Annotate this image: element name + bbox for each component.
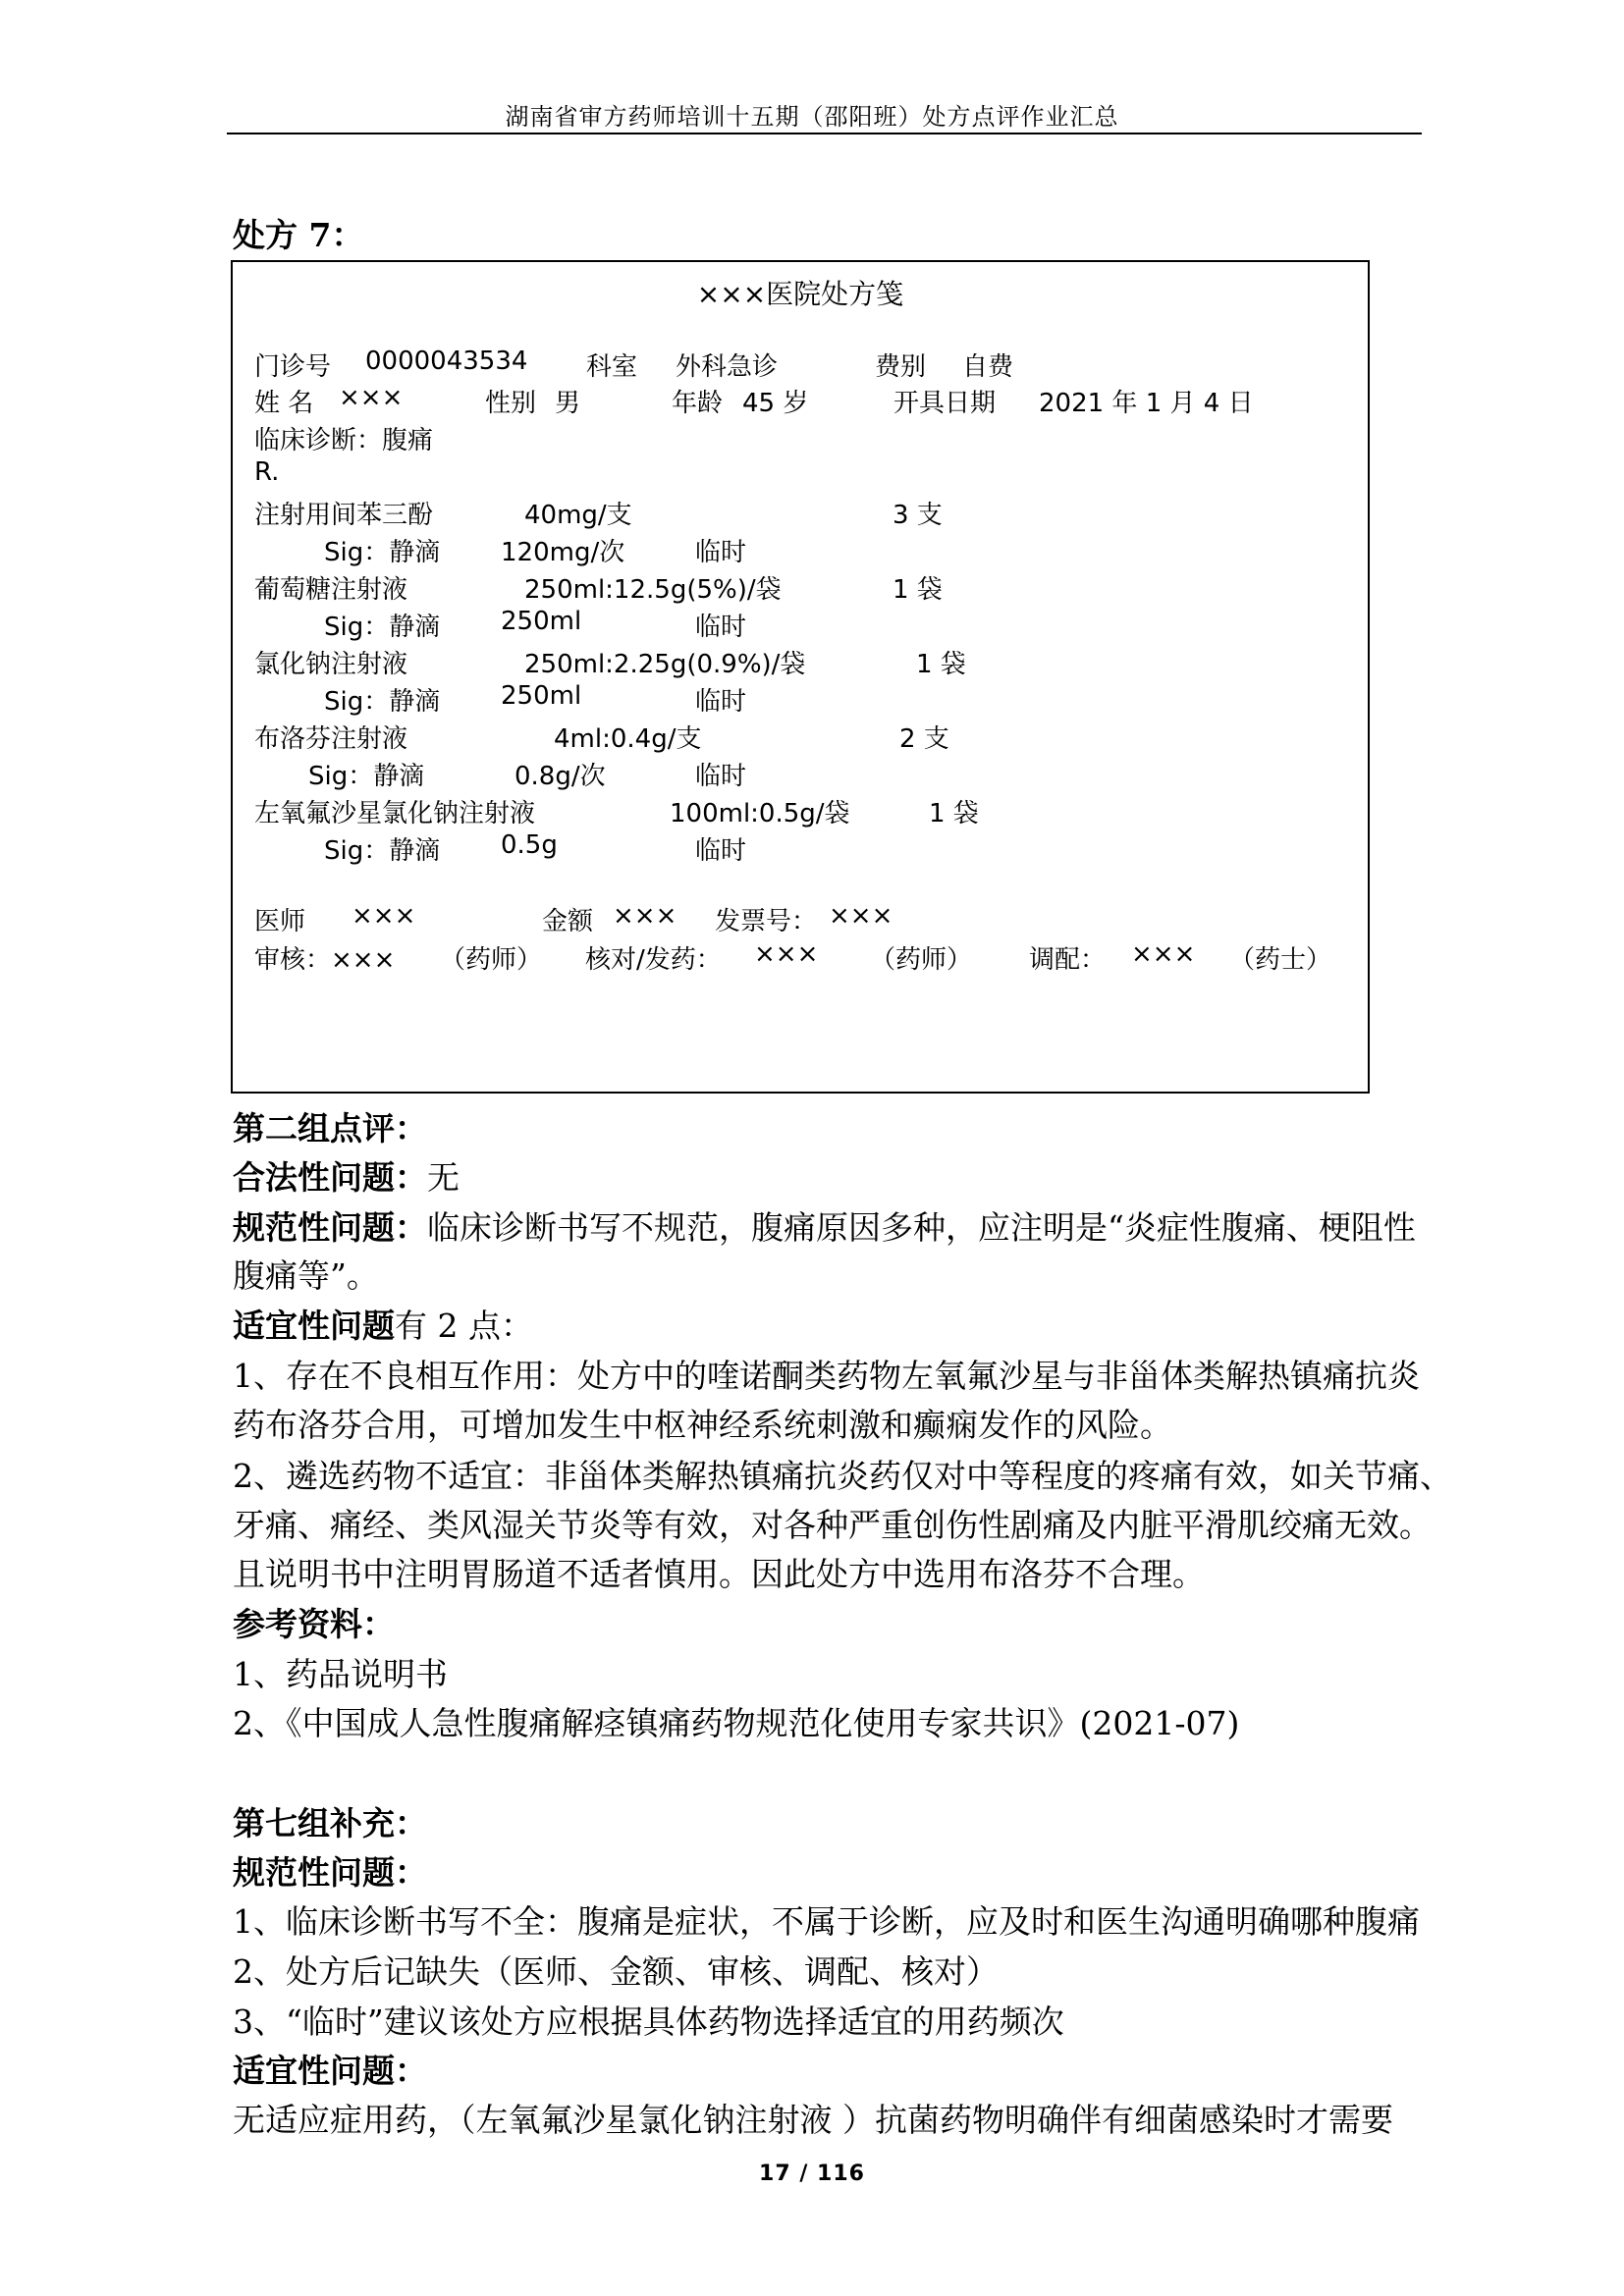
prescription-title: ×××医院处方笺 xyxy=(696,278,904,310)
date-label: 开具日期 xyxy=(893,389,997,418)
point1-a: 1、存在不良相互作用：处方中的喹诺酮类药物左氧氟沙星与非甾体类解热镇痛抗炎 xyxy=(233,1357,1420,1395)
fee: 自费 xyxy=(962,352,1014,382)
age: 45 岁 xyxy=(742,389,809,418)
legality-text: 无 xyxy=(427,1158,460,1197)
dispense-label: 调配： xyxy=(1029,945,1107,975)
point2-b: 牙痛、痛经、类风湿关节炎等有效，对各种严重创伤性剧痛及内脏平滑肌绞痛无效。 xyxy=(233,1506,1432,1544)
ref-1: 1、药品说明书 xyxy=(233,1655,448,1693)
patient-name: ××× xyxy=(339,383,404,412)
dept-label: 科室 xyxy=(586,352,638,382)
point2-c: 且说明书中注明胃肠道不适者慎用。因此处方中选用布洛芬不合理。 xyxy=(233,1555,1205,1593)
fee-label: 费别 xyxy=(875,352,927,382)
section-title: 处方 7： xyxy=(233,216,364,254)
drug-sig: Sig：静滴 xyxy=(324,687,441,717)
r-mark: R. xyxy=(254,457,280,487)
review2-title: 第二组点评： xyxy=(233,1109,427,1148)
legality-label: 合法性问题： xyxy=(233,1158,427,1197)
suit-label: 适宜性问题 xyxy=(233,1307,395,1345)
invoice: ××× xyxy=(829,901,893,931)
drug-name: 左氧氟沙星氯化钠注射液 xyxy=(254,799,536,828)
norm-line xyxy=(233,1202,1416,1249)
drug-sig: Sig：静滴 xyxy=(324,538,441,567)
norm-text: 临床诊断书写不规范，腹痛原因多种，应注明是“炎症性腹痛、梗阻性 xyxy=(427,1208,1416,1247)
check-label: 核对/发药： xyxy=(585,945,722,975)
drug-qty: 1 袋 xyxy=(929,799,979,828)
drug-dose: 0.8g/次 xyxy=(514,762,606,791)
drug-sig: Sig：静滴 xyxy=(324,836,441,866)
drug-spec: 250ml:12.5g(5%)/袋 xyxy=(524,575,782,605)
review7-title: 第七组补充： xyxy=(233,1804,427,1842)
amount-label: 金额 xyxy=(542,907,594,936)
suit-line xyxy=(233,1301,533,1347)
norm-label: 规范性问题： xyxy=(233,1208,427,1247)
drug-name: 氯化钠注射液 xyxy=(254,650,408,679)
dispense-role: （药士） xyxy=(1229,945,1332,975)
doctor: ××× xyxy=(352,901,416,931)
drug-spec: 100ml:0.5g/袋 xyxy=(670,799,850,828)
drug-name: 注射用间苯三酚 xyxy=(254,501,434,530)
drug-qty: 3 支 xyxy=(893,501,943,530)
review7-s1: 无适应症用药，（左氧氟沙星氯化钠注射液 ）抗菌药物明确伴有细菌感染时才需要 xyxy=(233,2101,1393,2139)
page-number: 17 / 116 xyxy=(759,2162,865,2186)
sex: 男 xyxy=(555,389,581,418)
drug-name: 葡萄糖注射液 xyxy=(254,575,408,605)
drug-dose: 0.5g xyxy=(501,830,558,860)
drug-freq: 临时 xyxy=(695,613,747,642)
drug-dose: 120mg/次 xyxy=(501,538,625,567)
review7-n3: 3、“临时”建议该处方应根据具体药物选择适宜的用药频次 xyxy=(233,2002,1064,2041)
drug-freq: 临时 xyxy=(695,687,747,717)
drug-dose: 250ml xyxy=(501,681,582,711)
clinic-no: 0000043534 xyxy=(365,347,528,376)
clinic-no-label: 门诊号 xyxy=(254,352,332,382)
drug-freq: 临时 xyxy=(695,836,747,866)
drug-spec: 40mg/支 xyxy=(524,501,632,530)
drug-freq: 临时 xyxy=(695,538,747,567)
header-rule xyxy=(227,133,1422,134)
check-role: （药师） xyxy=(870,945,973,975)
drug-qty: 1 袋 xyxy=(916,650,966,679)
drug-sig: Sig：静滴 xyxy=(324,613,441,642)
review7-suit-label: 适宜性问题： xyxy=(233,2052,427,2090)
point2-a: 2、遴选药物不适宜：非甾体类解热镇痛抗炎药仅对中等程度的疼痛有效，如关节痛、 xyxy=(233,1457,1452,1495)
drug-name: 布洛芬注射液 xyxy=(254,724,408,754)
ref-label: 参考资料： xyxy=(233,1605,395,1643)
age-label: 年龄 xyxy=(672,389,724,418)
diagnosis: 临床诊断：腹痛 xyxy=(254,426,434,455)
legality-line xyxy=(233,1152,460,1199)
audit: 审核：××× xyxy=(254,945,396,975)
drug-spec: 250ml:2.25g(0.9%)/袋 xyxy=(524,650,806,679)
check-name: ××× xyxy=(754,939,819,969)
drug-freq: 临时 xyxy=(695,762,747,791)
drug-qty: 2 支 xyxy=(899,724,949,754)
drug-sig: Sig：静滴 xyxy=(308,762,425,791)
dept: 外科急诊 xyxy=(676,352,779,382)
sex-label: 性别 xyxy=(485,389,537,418)
running-header: 湖南省审方药师培训十五期（邵阳班）处方点评作业汇总 xyxy=(505,103,1119,131)
name-label: 姓 名 xyxy=(254,389,314,418)
dispense-name: ××× xyxy=(1131,939,1196,969)
date: 2021 年 1 月 4 日 xyxy=(1039,389,1254,418)
point1-b: 药布洛芬合用，可增加发生中枢神经系统刺激和癫痫发作的风险。 xyxy=(233,1406,1172,1444)
ref-2: 2、《中国成人急性腹痛解痉镇痛药物规范化使用专家共识》(2021-07) xyxy=(233,1704,1240,1742)
invoice-label: 发票号： xyxy=(715,907,818,936)
drug-spec: 4ml:0.4g/支 xyxy=(554,724,702,754)
drug-dose: 250ml xyxy=(501,607,582,636)
norm-line-2: 腹痛等”。 xyxy=(233,1256,379,1295)
audit-role: （药师） xyxy=(440,945,543,975)
doctor-label: 医师 xyxy=(254,907,306,936)
drug-qty: 1 袋 xyxy=(893,575,943,605)
review7-n1: 1、临床诊断书写不全：腹痛是症状，不属于诊断，应及时和医生沟通明确哪种腹痛 xyxy=(233,1902,1420,1941)
amount: ××× xyxy=(613,901,677,931)
review7-n2: 2、处方后记缺失（医师、金额、审核、调配、核对） xyxy=(233,1952,999,1991)
suit-suffix: 有 2 点： xyxy=(395,1307,533,1345)
review7-norm-label: 规范性问题： xyxy=(233,1853,427,1892)
